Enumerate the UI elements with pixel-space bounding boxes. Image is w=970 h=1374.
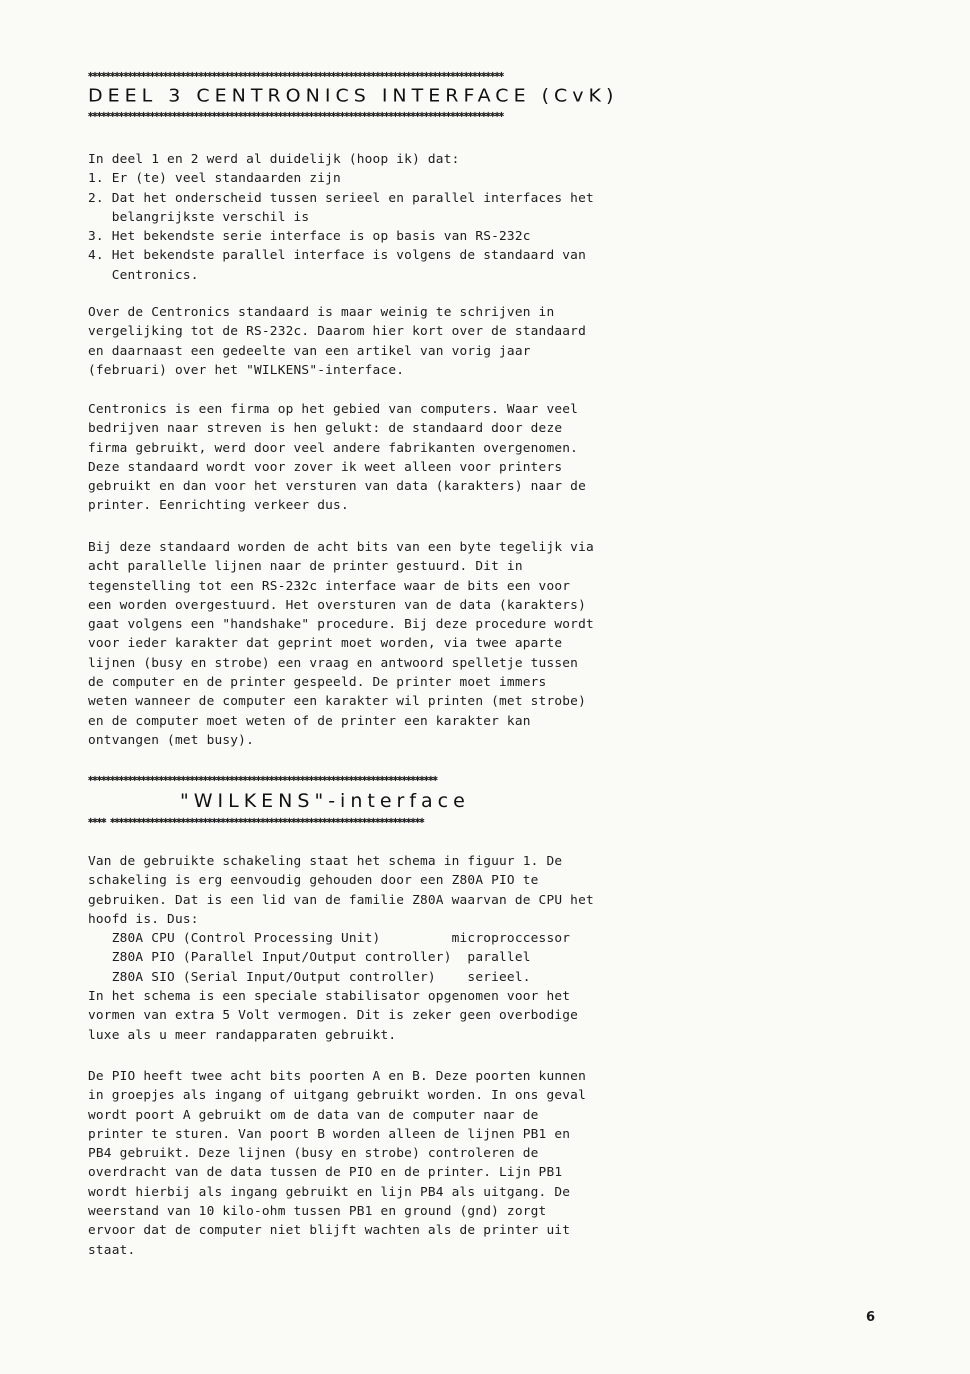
text-line: luxe als u meer randapparaten gebruikt. (88, 1027, 397, 1043)
paragraph-overview (88, 303, 848, 380)
text-line: tegenstelling tot een RS-232c interface waar de bits een voor (88, 578, 571, 594)
text-line: lijnen (busy en strobe) een vraag en antwoord spelletje tussen (88, 655, 579, 671)
list-item: Z80A SIO (Serial Input/Output controller) serieel. (88, 969, 531, 985)
list-item: 2. Dat het onderscheid tussen serieel en parallel interfaces het (88, 190, 594, 206)
list-item: 3. Het bekendste serie interface is op basis van RS-232c (88, 229, 531, 245)
text-line: printer. Eenrichting verkeer dus. (88, 498, 349, 514)
intro-line: In deel 1 en 2 werd al duidelijk (hoop ik) dat: (88, 152, 460, 167)
text-line: printer te sturen. Van poort B worden alleen de lijnen PB1 en (88, 1126, 571, 1142)
text-line: Van de gebruikte schakeling staat het schema in figuur 1. De (88, 854, 563, 869)
text-line: de computer en de printer gespeeld. De printer moet immers (88, 675, 547, 691)
text-line: ervoor dat de computer niet blijft wachten als de printer uit (88, 1223, 571, 1239)
text-line: bedrijven naar streven is hen gelukt: de standaard door deze (88, 421, 563, 437)
page-title: DEEL 3 CENTRONICS INTERFACE (CvK) (88, 85, 619, 107)
paragraph-schema (88, 852, 848, 1045)
text-line: (februari) over het "WILKENS"-interface. (88, 362, 405, 378)
paragraph-centronics (88, 400, 848, 516)
text-line: gebruikt en dan voor het versturen van data (karakters) naar de (88, 479, 586, 495)
list-item: 1. Er (te) veel standaarden zijn (88, 171, 341, 187)
text-line: voor ieder karakter dat geprint moet worden, via twee aparte (88, 636, 563, 652)
list-item: belangrijkste verschil is (88, 209, 310, 225)
text-line: firma gebruikt, werd door veel andere fabrikanten overgenomen. (88, 440, 579, 456)
paragraph-pio (88, 1067, 848, 1260)
text-line: Deze standaard wordt voor zover ik weet alleen voor printers (88, 459, 563, 475)
text-line: wordt poort A gebruikt om de data van de computer naar de (88, 1107, 539, 1123)
intro-paragraph (88, 150, 848, 285)
section-title: "WILKENS"-interface (180, 790, 470, 812)
text-line: De PIO heeft twee acht bits poorten A en B. Deze poorten kunnen (88, 1069, 586, 1084)
star-divider-section: ✱✱✱✱✱✱✱✱✱✱✱✱✱✱✱✱✱✱✱✱✱✱✱✱✱✱✱✱✱✱✱✱✱✱✱✱✱✱✱✱✱✱✱✱✱✱✱✱✱✱✱✱✱✱✱✱✱✱✱✱✱✱✱✱✱✱✱✱✱✱✱✱✱✱✱✱✱✱✱ (88, 774, 438, 784)
star-divider-section-bottom: ✱✱✱✱ ✱✱✱✱✱✱✱✱✱✱✱✱✱✱✱✱✱✱✱✱✱✱✱✱✱✱✱✱✱✱✱✱✱✱✱✱✱✱✱✱✱✱✱✱✱✱✱✱✱✱✱✱✱✱✱✱✱✱✱✱✱✱✱✱✱✱✱✱✱✱✱ (88, 816, 424, 826)
text-line: gaat volgens een "handshake" procedure. Bij deze procedure wordt (88, 617, 594, 633)
list-item: 4. Het bekendste parallel interface is volgens de standaard van (88, 248, 586, 264)
list-item: Centronics. (88, 267, 199, 283)
text-line: PB4 gebruikt. Deze lijnen (busy en strobe) controleren de (88, 1146, 539, 1162)
text-line: schakeling is erg eenvoudig gehouden door een Z80A PIO te (88, 873, 539, 889)
text-line: vergelijking tot de RS-232c. Daarom hier kort over de standaard (88, 324, 586, 340)
list-item: Z80A CPU (Control Processing Unit) microproccessor (88, 931, 571, 947)
text-line: Centronics is een firma op het gebied van computers. Waar veel (88, 402, 579, 417)
star-divider-top: ✱✱✱✱✱✱✱✱✱✱✱✱✱✱✱✱✱✱✱✱✱✱✱✱✱✱✱✱✱✱✱✱✱✱✱✱✱✱✱✱✱✱✱✱✱✱✱✱✱✱✱✱✱✱✱✱✱✱✱✱✱✱✱✱✱✱✱✱✱✱✱✱✱✱✱✱✱✱✱✱✱✱✱✱✱✱✱✱✱✱✱✱✱✱ (88, 70, 504, 80)
list-item: Z80A PIO (Parallel Input/Output controller) parallel (88, 950, 531, 966)
text-line: vormen van extra 5 Volt vermogen. Dit is zeker geen overbodige (88, 1008, 579, 1024)
text-line: en de computer moet weten of de printer een karakter kan (88, 713, 531, 729)
page-number: 6 (866, 1310, 876, 1325)
text-line: weerstand van 10 kilo-ohm tussen PB1 en ground (gnd) zorgt (88, 1204, 547, 1220)
text-line: een worden overgestuurd. Het oversturen van de data (karakters) (88, 597, 586, 613)
text-line: in groepjes als ingang of uitgang gebruikt worden. In ons geval (88, 1088, 586, 1104)
text-line: hoofd is. Dus: (88, 911, 199, 927)
text-line: overdracht van de data tussen de PIO en de printer. Lijn PB1 (88, 1165, 563, 1181)
text-line: Over de Centronics standaard is maar weinig te schrijven in (88, 305, 555, 320)
text-line: Bij deze standaard worden de acht bits van een byte tegelijk via (88, 540, 594, 555)
text-line: acht parallelle lijnen naar de printer gestuurd. Dit in (88, 559, 523, 575)
paragraph-handshake (88, 538, 848, 750)
text-line: wordt hierbij als ingang gebruikt en lijn PB4 als uitgang. De (88, 1184, 571, 1200)
text-line: ontvangen (met busy). (88, 732, 254, 748)
text-line: en daarnaast een gedeelte van een artikel van vorig jaar (88, 343, 531, 359)
text-line: weten wanneer de computer een karakter wil printen (met strobe) (88, 694, 586, 710)
text-line: gebruiken. Dat is een lid van de familie Z80A waarvan de CPU het (88, 892, 594, 908)
text-line: staat. (88, 1242, 136, 1258)
text-line: In het schema is een speciale stabilisator opgenomen voor het (88, 989, 571, 1005)
star-divider-title-bottom: ✱✱✱✱✱✱✱✱✱✱✱✱✱✱✱✱✱✱✱✱✱✱✱✱✱✱✱✱✱✱✱✱✱✱✱✱✱✱✱✱✱✱✱✱✱✱✱✱✱✱✱✱✱✱✱✱✱✱✱✱✱✱✱✱✱✱✱✱✱✱✱✱✱✱✱✱✱✱✱✱✱✱✱✱✱✱✱✱✱✱✱✱✱✱ (88, 110, 504, 120)
